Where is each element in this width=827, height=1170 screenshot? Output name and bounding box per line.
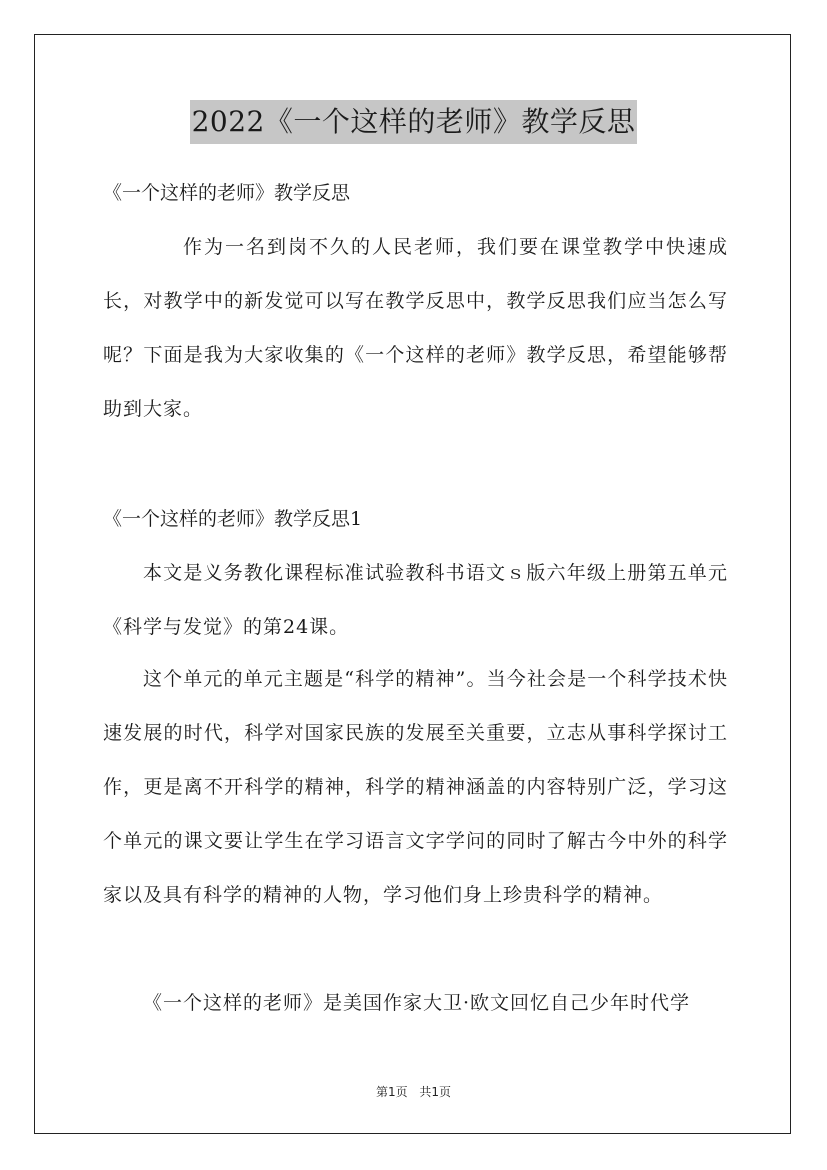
section-heading-1: 《一个这样的老师》教学反思 <box>103 182 351 204</box>
section-heading-2: 《一个这样的老师》教学反思1 <box>103 508 363 530</box>
body-paragraph-2: 这个单元的单元主题是“科学的精神”。当今社会是一个科学技术快速发展的时代，科学对国家民族的发展至关重要，立志从事科学探讨工作，更是离不开科学的精神，科学的精神涵盖的内容特别广泛，学习这个单元的课文要让学生在学习语言文字学问的同时了解古今中外的科学家以及具有科学的精神的人物，学习他们身上珍贵科学的精神。 <box>103 668 728 906</box>
page-total: 共1页 <box>419 1085 452 1099</box>
title-container <box>0 100 827 144</box>
document-title: 2022《一个这样的老师》教学反思 <box>190 100 638 144</box>
body-paragraph-3: 《一个这样的老师》是美国作家大卫·欧文回忆自己少年时代学 <box>143 992 691 1014</box>
page-footer <box>0 1083 827 1100</box>
body-paragraph-1: 本文是义务教化课程标准试验教科书语文ｓ版六年级上册第五单元《科学与发觉》的第24课。 <box>103 562 728 638</box>
page-number: 第1页 <box>375 1085 408 1099</box>
intro-paragraph: 作为一名到岗不久的人民老师，我们要在课堂教学中快速成长，对教学中的新发觉可以写在教学反思中，教学反思我们应当怎么写呢？下面是我为大家收集的《一个这样的老师》教学反思，希望能够帮助到大家。 <box>103 236 728 420</box>
